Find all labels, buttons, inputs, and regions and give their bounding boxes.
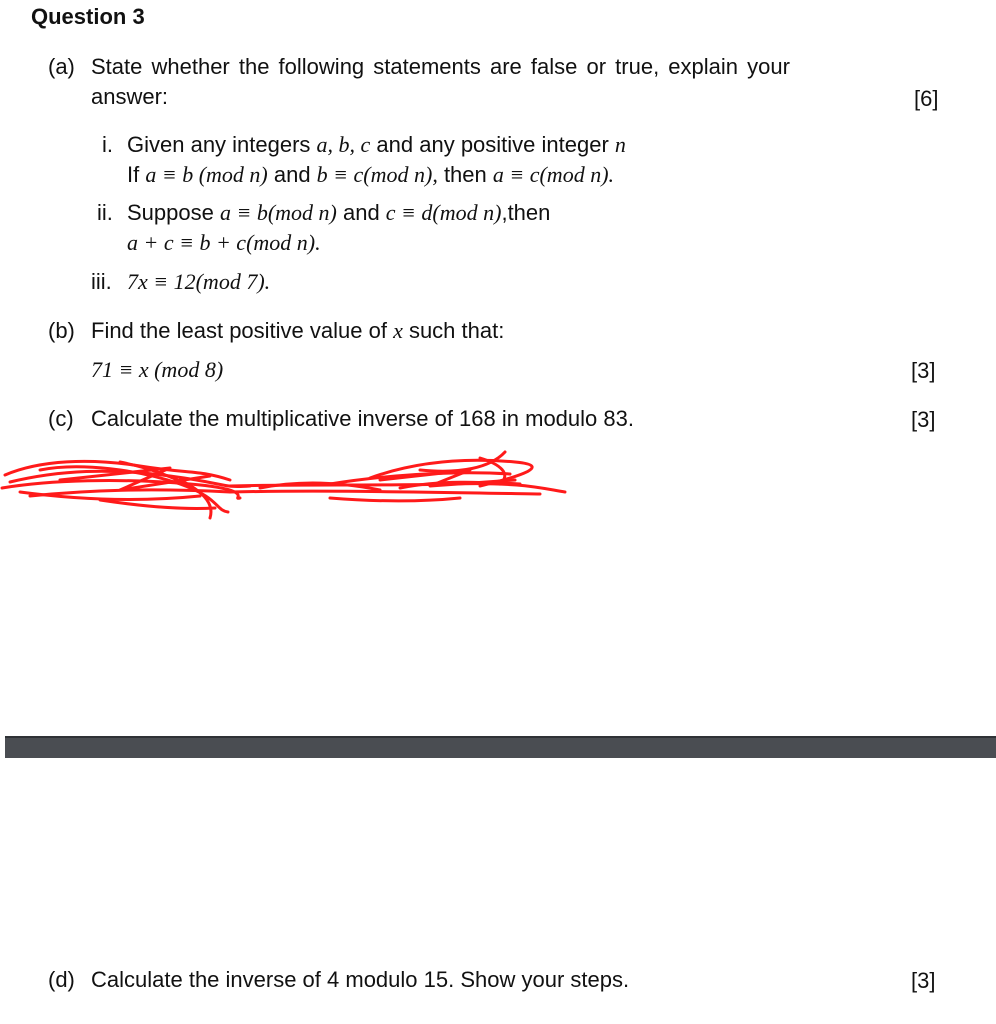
- item-i-line1-math2: n: [614, 132, 626, 157]
- page-break-divider: [5, 736, 996, 758]
- item-i-line2-prefix: If: [127, 162, 146, 187]
- item-ii-line1: [127, 200, 550, 226]
- part-b-label: (b): [48, 318, 75, 343]
- part-a-text-line2: answer:: [91, 84, 169, 109]
- item-i-line1: [127, 132, 626, 158]
- item-i-line1-mid: and any positive integer: [370, 132, 615, 157]
- item-ii-line1-suffix: ,then: [501, 200, 551, 225]
- part-c-label: (c): [48, 406, 74, 431]
- part-c-marks: [3]: [911, 407, 936, 432]
- item-ii-line1-math2: c ≡ d(mod n): [385, 200, 502, 225]
- item-ii-line1-prefix: Suppose: [127, 200, 220, 225]
- part-b-text: [91, 318, 504, 344]
- part-b-equation: 71 ≡ x (mod 8): [91, 357, 224, 382]
- part-b-text-suffix: such that:: [402, 318, 505, 343]
- item-i-line1-math: a, b, c: [316, 132, 371, 157]
- part-b-text-math: x: [393, 318, 403, 343]
- item-i-line2-math2: b ≡ c(mod n),: [316, 162, 438, 187]
- item-ii-line1-mid: and: [336, 200, 386, 225]
- item-i-line2-math3: a ≡ c(mod n).: [492, 162, 615, 187]
- part-d-marks: [3]: [911, 968, 936, 993]
- item-i-line1-prefix: Given any integers: [127, 132, 317, 157]
- part-a-text-line1: State whether the following statements are false or true, explain your: [91, 54, 790, 79]
- item-iii-label: iii.: [91, 269, 112, 294]
- item-i-line2-mid2: then: [437, 162, 493, 187]
- item-ii-line2: a + c ≡ b + c(mod n).: [127, 230, 321, 255]
- part-b-text-prefix: Find the least positive value of: [91, 318, 394, 343]
- part-a-marks: [6]: [914, 86, 939, 111]
- part-a-label: (a): [48, 54, 75, 79]
- item-i-line2-mid: and: [267, 162, 317, 187]
- part-d-label: (d): [48, 967, 75, 992]
- item-i-line2: [127, 162, 614, 188]
- item-i-line2-math1: a ≡ b (mod n): [145, 162, 268, 187]
- item-ii-label: ii.: [97, 200, 113, 225]
- item-ii-line1-math1: a ≡ b(mod n): [219, 200, 337, 225]
- part-b-marks: [3]: [911, 358, 936, 383]
- item-i-label: i.: [102, 132, 113, 157]
- part-d-text: Calculate the inverse of 4 modulo 15. Show your steps.: [91, 967, 630, 992]
- question-title: Question 3: [31, 4, 145, 29]
- part-c-text: Calculate the multiplicative inverse of 168 in modulo 83.: [91, 406, 634, 431]
- redaction-scribble: [0, 440, 600, 530]
- item-iii-math: 7x ≡ 12(mod 7).: [127, 269, 271, 294]
